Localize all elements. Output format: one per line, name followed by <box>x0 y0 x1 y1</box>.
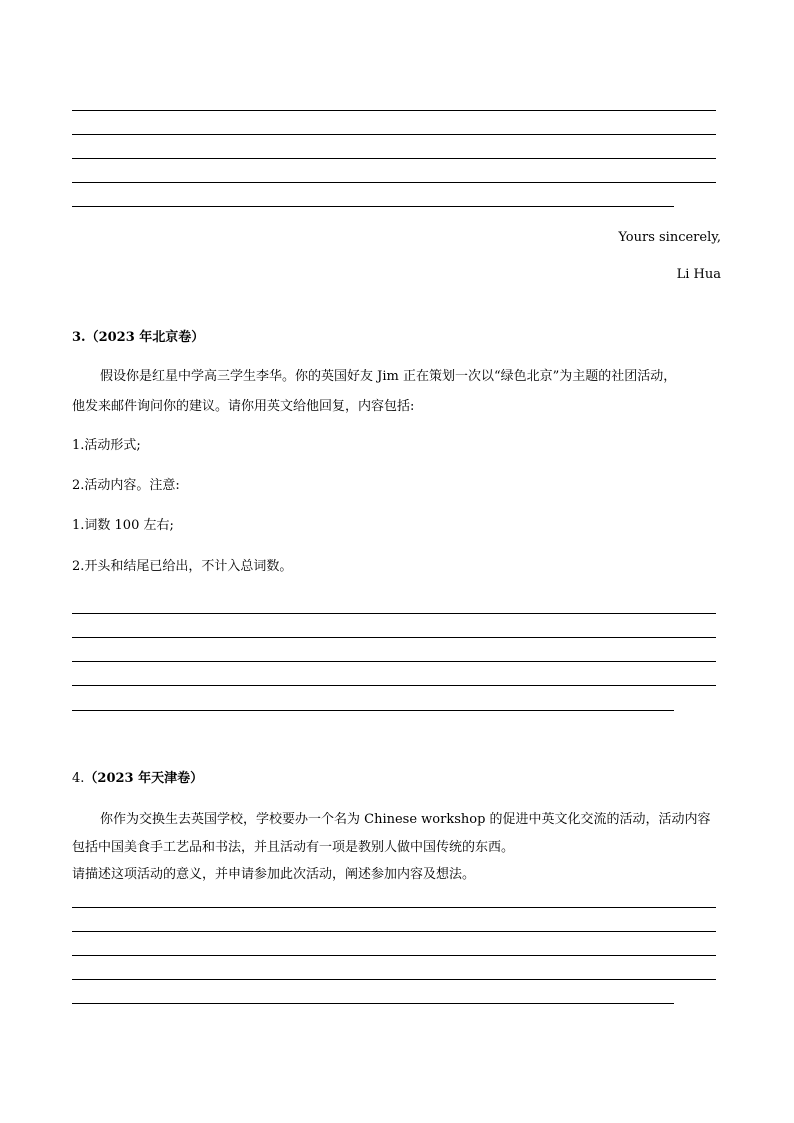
answer-line <box>72 661 716 662</box>
question-3-heading <box>72 330 204 346</box>
closing-name: Li Hua <box>676 267 721 282</box>
answer-line <box>72 710 674 711</box>
answer-line <box>72 931 716 932</box>
question-source: （2023 年北京卷） <box>85 330 205 345</box>
question-3-paragraph-line: 假设你是红星中学高三学生李华。你的英国好友 Jim 正在策划一次以“绿色北京”为主题的社团活动， <box>100 369 677 384</box>
answer-line <box>72 637 716 638</box>
answer-line <box>72 182 716 183</box>
question-number: 3. <box>72 330 86 345</box>
question-4-paragraph-line: 请描述这项活动的意义，并申请参加此次活动，阐述参加内容及想法。 <box>72 867 476 882</box>
question-4-paragraph-line: 包括中国美食手工艺品和书法，并且活动有一项是教别人做中国传统的东西。 <box>72 840 515 855</box>
question-3-note: 2.开头和结尾已给出，不计入总词数。 <box>72 559 293 574</box>
question-3-note: 1.词数 100 左右; <box>72 518 174 533</box>
answer-line <box>72 110 716 111</box>
answer-line <box>72 134 716 135</box>
answer-line <box>72 1003 674 1004</box>
question-3-paragraph-line: 他发来邮件询问你的建议。请你用英文给他回复，内容包括: <box>72 399 415 414</box>
answer-line <box>72 955 716 956</box>
answer-line <box>72 613 716 614</box>
question-4-heading <box>72 771 203 787</box>
answer-line <box>72 206 674 207</box>
question-source: （2023 年天津卷） <box>84 771 204 786</box>
question-4-paragraph-line: 你作为交换生去英国学校，学校要办一个名为 Chinese workshop 的促进中英文化交流的活动，活动内容 <box>100 812 711 827</box>
answer-line <box>72 685 716 686</box>
question-3-item: 2.活动内容。注意: <box>72 478 180 493</box>
answer-line <box>72 158 716 159</box>
closing-sign-off: Yours sincerely, <box>618 230 721 245</box>
question-3-item: 1.活动形式; <box>72 438 141 453</box>
question-number: 4. <box>72 771 85 786</box>
answer-line <box>72 979 716 980</box>
answer-line <box>72 907 716 908</box>
